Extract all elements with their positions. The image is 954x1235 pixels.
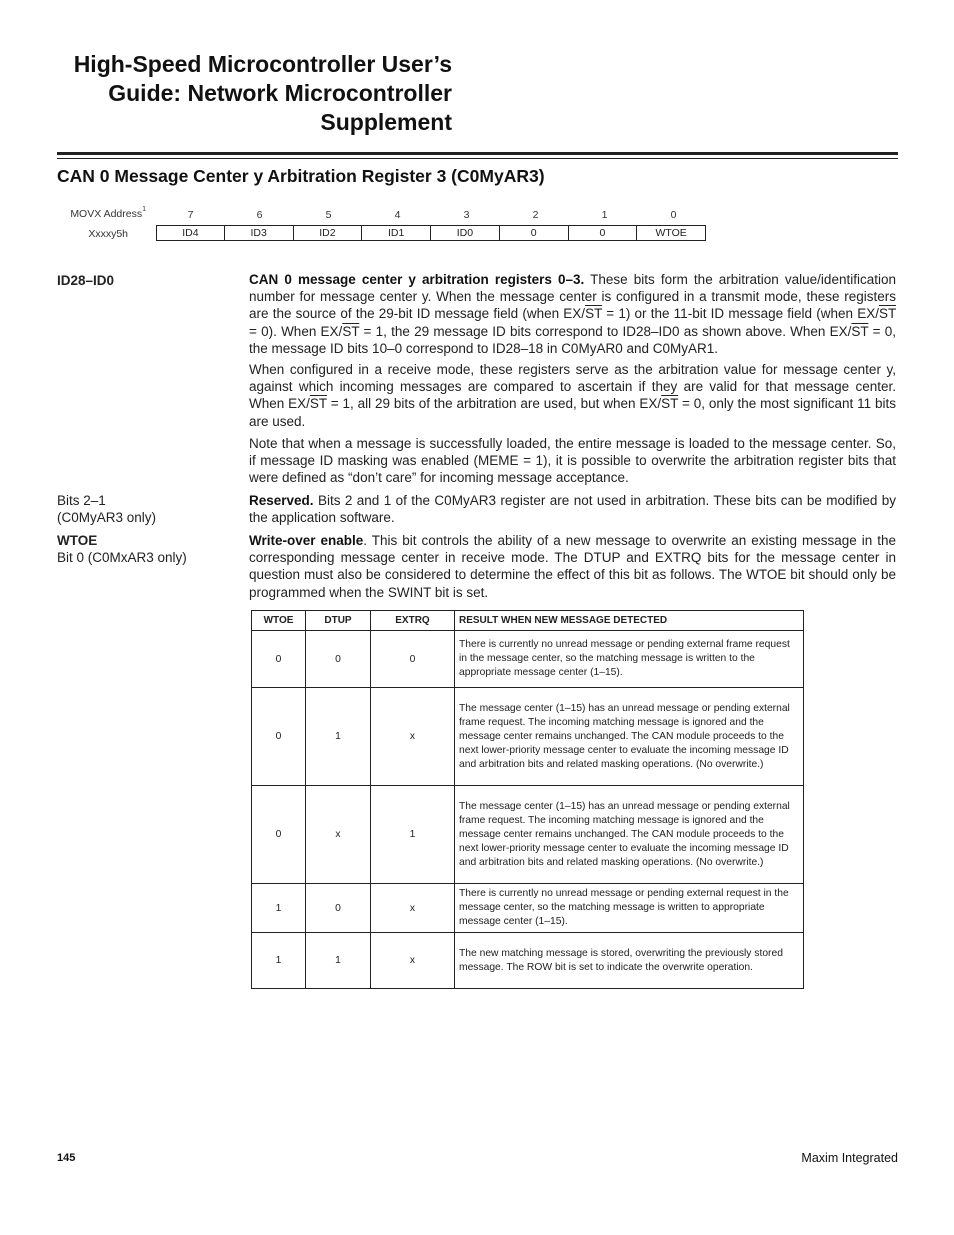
table-row [252, 884, 804, 933]
register-bit-cell: ID1 [362, 225, 431, 241]
text-run: = 1, all 29 bits of the arbitration are used, but when EX/ [326, 396, 662, 412]
title-line: High-Speed Microcontroller User’s [73, 51, 452, 77]
column-header: RESULT WHEN NEW MESSAGE DETECTED [455, 611, 804, 631]
st-overline: $\overline{ST}$ [851, 323, 869, 339]
section-title: CAN 0 Message Center y Arbitration Register 3 (C0MyAR3) [57, 166, 545, 186]
register-bit-cell: ID2 [294, 225, 363, 241]
table-row [252, 688, 804, 786]
movx-address-value: Xxxxy5h [88, 228, 128, 240]
field-label-id28-id0: ID28–ID0 [57, 273, 115, 288]
table-cell: 1 [306, 933, 371, 989]
register-bit-cell: 0 [569, 225, 638, 241]
table-cell: There is currently no unread message or pending external request in the message center, so the matching message is written to appropriate message center (1–15). [455, 884, 804, 933]
bit-number: 5 [325, 209, 332, 221]
st-overline: $\overline{ST}$ [342, 323, 360, 339]
bit-number: 3 [463, 209, 470, 221]
register-bit-cell: ID0 [431, 225, 500, 241]
table-cell: 0 [306, 884, 371, 933]
document-title [40, 50, 452, 137]
label-line: (C0MyAR3 only) [57, 510, 157, 525]
wtoe-description [249, 532, 896, 601]
text-run: = 0, only the most significant 11 bits are used. [249, 396, 897, 429]
column-header: EXTRQ [371, 611, 455, 631]
table-cell: x [371, 688, 455, 786]
title-line: Guide: Network Microcontroller [108, 80, 452, 106]
bit-number: 0 [670, 209, 677, 221]
bit-number: 2 [532, 209, 539, 221]
register-bit-cell: WTOE [637, 225, 706, 241]
text-run: These bits form the arbitration value/identification number for message center y. When the message center is configured in a transmit mode, these registers are the source of the 29-bit ID message field (when EX/ [249, 272, 896, 322]
label-line: WTOE [57, 533, 98, 548]
reserved-description [249, 492, 896, 526]
st-overline: $\overline{ST}$ [878, 306, 896, 322]
text-run: When configured in a receive mode, these registers serve as the arbitration value for message center y, against which incoming messages are compared to ascertain if they are valid for that message center. When EX/ [249, 362, 896, 412]
movx-address-text: MOVX Address [70, 208, 143, 220]
register-bit-cell: 0 [500, 225, 569, 241]
id-description-paragraph-1 [249, 271, 896, 357]
table-row [252, 786, 804, 884]
field-label-bits-2-1 [57, 492, 156, 526]
st-overline: $\overline{ST}$ [585, 306, 603, 322]
table-cell: 0 [371, 631, 455, 688]
text-run: = 0, the message ID bits 10–0 correspond to ID28–18 in C0MyAR0 and C0MyAR1. [249, 323, 896, 356]
reserved-heading: Reserved. [249, 493, 314, 508]
table-row [252, 631, 804, 688]
table-header-row [252, 611, 804, 631]
table-cell: 0 [252, 786, 306, 884]
text-run: = 1) or the 11-bit ID message field (when EX/ [602, 306, 879, 322]
footnote-marker: 1 [142, 206, 146, 213]
column-header: WTOE [252, 611, 306, 631]
table-cell: 0 [252, 631, 306, 688]
table-cell: x [371, 884, 455, 933]
id-description-paragraph-3: Note that when a message is successfully loaded, the entire message is loaded to the message center. So, if message ID masking was enabled (MEME = 1), it is possible to overwrite the arbitration register bits that were defined as “don’t care” for incoming message acceptance. [249, 436, 896, 486]
label-line: Bits 2–1 [57, 493, 106, 508]
footer-brand: Maxim Integrated [801, 1151, 898, 1165]
id-description-paragraph-2 [249, 361, 896, 430]
wtoe-heading: Write-over enable [249, 533, 364, 548]
bit-number: 6 [256, 209, 263, 221]
label-line: Bit 0 (C0MxAR3 only) [57, 550, 187, 565]
text-run: = 1, the 29 message ID bits correspond to ID28–ID0 as shown above. When EX/ [359, 323, 852, 339]
table-cell: 1 [252, 933, 306, 989]
table-cell: The new matching message is stored, overwriting the previously stored message. The ROW bit is set to indicate the overwrite operation. [455, 933, 804, 989]
column-header: DTUP [306, 611, 371, 631]
bit-number: 4 [394, 209, 401, 221]
st-overline: $\overline{ST}$ [661, 396, 679, 412]
page-number: 145 [57, 1152, 76, 1164]
register-bit-cell: ID4 [156, 225, 225, 241]
text-run: . This bit controls the ability of a new message to overwrite an existing message in the corresponding message center in receive mode. The DTUP and EXTRQ bits for the message center in question must also be considered to determine the effect of this bit as follows. The WTOE bit should only be programmed when the SWINT bit is set. [249, 533, 896, 600]
table-cell: The message center (1–15) has an unread message or pending external frame request. The incoming matching message is ignored and the message center remains unchanged. The CAN module proceeds to the next lower-priority message center to evaluate the incoming message ID and arbitration bits and related masking operations. (No overwrite.) [455, 786, 804, 884]
field-label-wtoe [57, 532, 187, 566]
wtoe-behavior-table [251, 610, 804, 989]
table-cell: 1 [371, 786, 455, 884]
header-divider-thin [57, 158, 898, 159]
table-cell: 1 [306, 688, 371, 786]
table-cell: 0 [306, 631, 371, 688]
header-divider [57, 152, 898, 155]
text-run: = 0). When EX/ [249, 323, 343, 339]
table-cell: x [306, 786, 371, 884]
table-row [252, 933, 804, 989]
register-bit-cell: ID3 [225, 225, 294, 241]
table-cell: 1 [252, 884, 306, 933]
id-heading: CAN 0 message center y arbitration registers 0–3. [249, 272, 585, 287]
table-cell: The message center (1–15) has an unread message or pending external frame request. The incoming matching message is ignored and the message center remains unchanged. The CAN module proceeds to the next lower-priority message center to evaluate the incoming message ID and arbitration bits and related masking operations. (No overwrite.) [455, 688, 804, 786]
table-cell: There is currently no unread message or pending external frame request in the message center, so the matching message is written to the appropriate message center (1–15). [455, 631, 804, 688]
st-overline: $\overline{ST}$ [309, 396, 327, 412]
text-run: Bits 2 and 1 of the C0MyAR3 register are not used in arbitration. These bits can be modified by the application software. [249, 493, 896, 526]
title-line: Supplement [320, 109, 452, 135]
movx-address-label [30, 208, 146, 220]
table-cell: 0 [252, 688, 306, 786]
table-cell: x [371, 933, 455, 989]
bit-number: 7 [187, 209, 194, 221]
bit-number: 1 [601, 209, 608, 221]
